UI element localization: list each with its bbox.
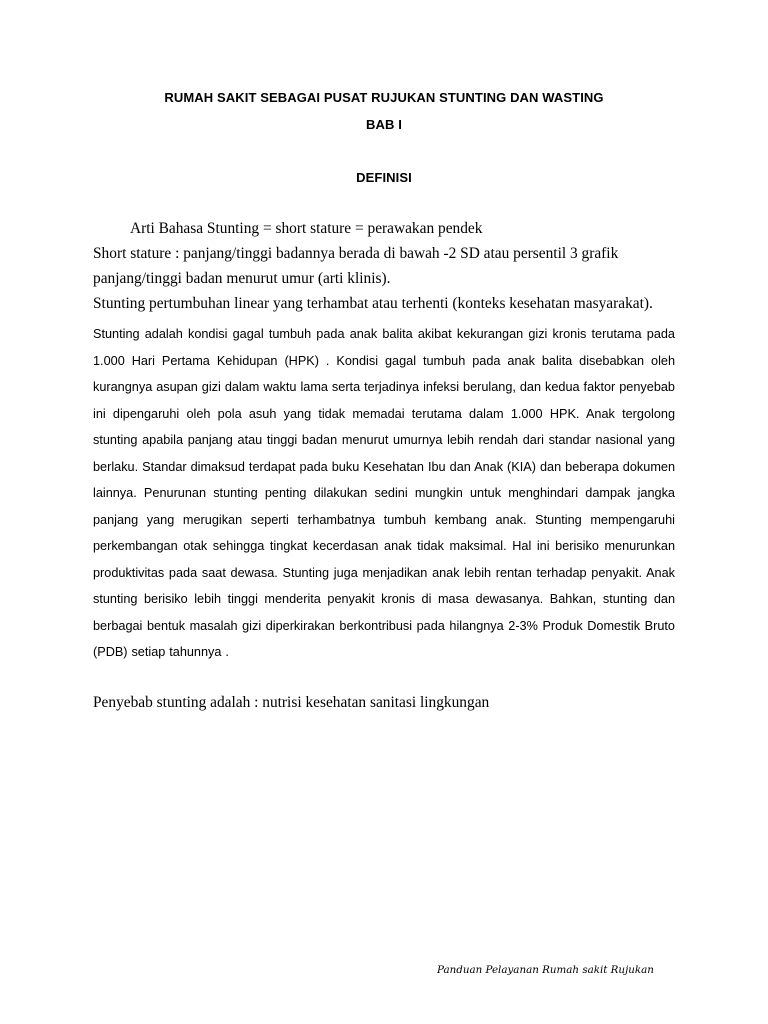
section-heading: DEFINISI	[356, 170, 412, 185]
document-title: RUMAH SAKIT SEBAGAI PUSAT RUJUKAN STUNTING DAN WASTING	[164, 90, 604, 105]
chapter-heading: BAB I	[366, 117, 402, 132]
definition-line-4: Stunting pertumbuhan linear yang terhambat atau terhenti (konteks kesehatan masyarakat).	[93, 295, 653, 312]
definition-line-2: Short stature : panjang/tinggi badannya berada di bawah -2 SD atau persentil 3 grafik	[93, 245, 619, 262]
page-footer: Panduan Pelayanan Rumah sakit Rujukan	[437, 964, 654, 976]
definition-line-1: Arti Bahasa Stunting = short stature = perawakan pendek	[130, 220, 483, 237]
main-paragraph: Stunting adalah kondisi gagal tumbuh pada anak balita akibat kekurangan gizi kronis terutama pada 1.000 Hari Pertama Kehidupan (HPK) . Kondisi gagal tumbuh pada anak balita disebabkan oleh kurangnya asupan gizi dalam waktu lama serta terjadinya infeksi berulang, dan kedua faktor penyebab ini dipengaruhi oleh pola asuh yang tidak memadai terutama dalam 1.000 HPK. Anak tergolong stunting apabila panjang atau tinggi badan menurut umurnya lebih rendah dari standar nasional yang berlaku. Standar dimaksud terdapat pada buku Kesehatan Ibu dan Anak (KIA) dan beberapa dokumen lainnya. Penurunan stunting penting dilakukan sedini mungkin untuk menghindari dampak jangka panjang yang merugikan seperti terhambatnya tumbuh kembang anak. Stunting mempengaruhi perkembangan otak sehingga tingkat kecerdasan anak tidak maksimal. Hal ini berisiko menurunkan produktivitas pada saat dewasa. Stunting juga menjadikan anak lebih rentan terhadap penyakit. Anak stunting berisiko lebih tinggi menderita penyakit kronis di masa dewasanya. Bahkan, stunting dan berbagai bentuk masalah gizi diperkirakan berkontribusi pada hilangnya 2-3% Produk Domestik Bruto (PDB) setiap tahunnya .	[93, 327, 675, 659]
definition-line-3: panjang/tinggi badan menurut umur (arti klinis).	[93, 270, 391, 287]
causes-line: Penyebab stunting adalah : nutrisi kesehatan sanitasi lingkungan	[93, 694, 490, 711]
